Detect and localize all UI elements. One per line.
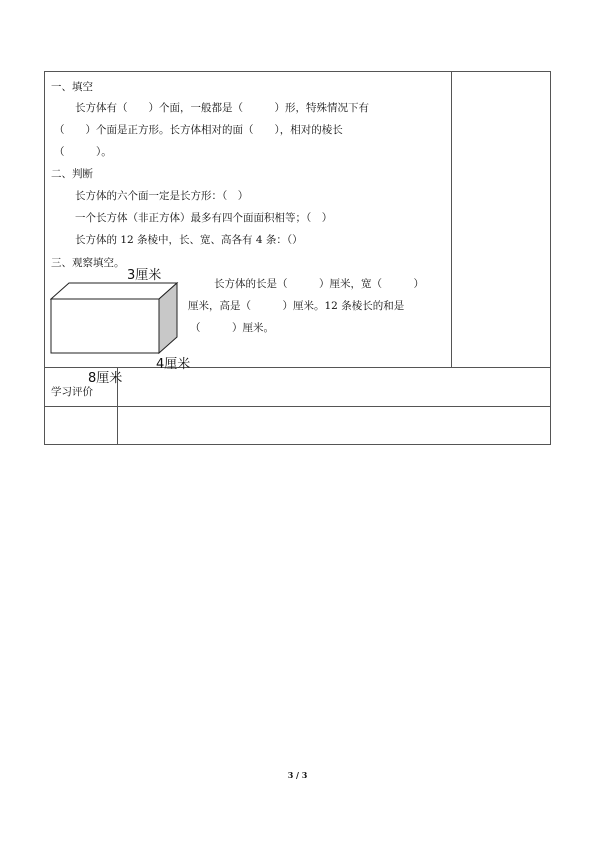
section1-line1: 长方体有（ ）个面，一般都是（ ）形，特殊情况下有 bbox=[75, 102, 369, 114]
section1-heading: 一、填空 bbox=[51, 81, 93, 93]
table-divider-right bbox=[451, 71, 452, 367]
evaluation-label: 学习评价 bbox=[51, 386, 93, 398]
section2-heading: 二、判断 bbox=[51, 168, 93, 180]
cuboid-top-face bbox=[51, 283, 177, 299]
section2-item-2: 一个长方体（非正方体）最多有四个面面积相等；（ ） bbox=[75, 212, 333, 224]
section3-line3: （ ）厘米。 bbox=[190, 322, 274, 334]
figure-label-right: 4厘米 bbox=[156, 357, 191, 372]
table-row-divider-2 bbox=[44, 406, 551, 407]
section2-item-1: 长方体的六个面一定是长方形：（ ） bbox=[75, 190, 249, 202]
figure-label-bottom: 8厘米 bbox=[88, 371, 123, 386]
section2-item-3: 长方体的 12 条棱中，长、宽、高各有 4 条：（） bbox=[75, 234, 303, 246]
table-row-divider-1 bbox=[44, 367, 551, 368]
figure-label-top: 3厘米 bbox=[127, 268, 162, 283]
page-number: 3 / 3 bbox=[287, 770, 308, 780]
section3-line2: 厘米，高是（ ）厘米。12 条棱长的和是 bbox=[188, 300, 405, 312]
cuboid-figure bbox=[50, 282, 180, 357]
section1-line2: （ ）个面是正方形。长方体相对的面（ ），相对的棱长 bbox=[54, 124, 343, 136]
cuboid-front-face bbox=[51, 299, 159, 353]
section3-heading: 三、观察填空。 bbox=[51, 257, 125, 269]
section3-line1: 长方体的长是（ ）厘米，宽（ ） bbox=[214, 278, 424, 290]
section1-line3: （ ）。 bbox=[54, 146, 112, 158]
